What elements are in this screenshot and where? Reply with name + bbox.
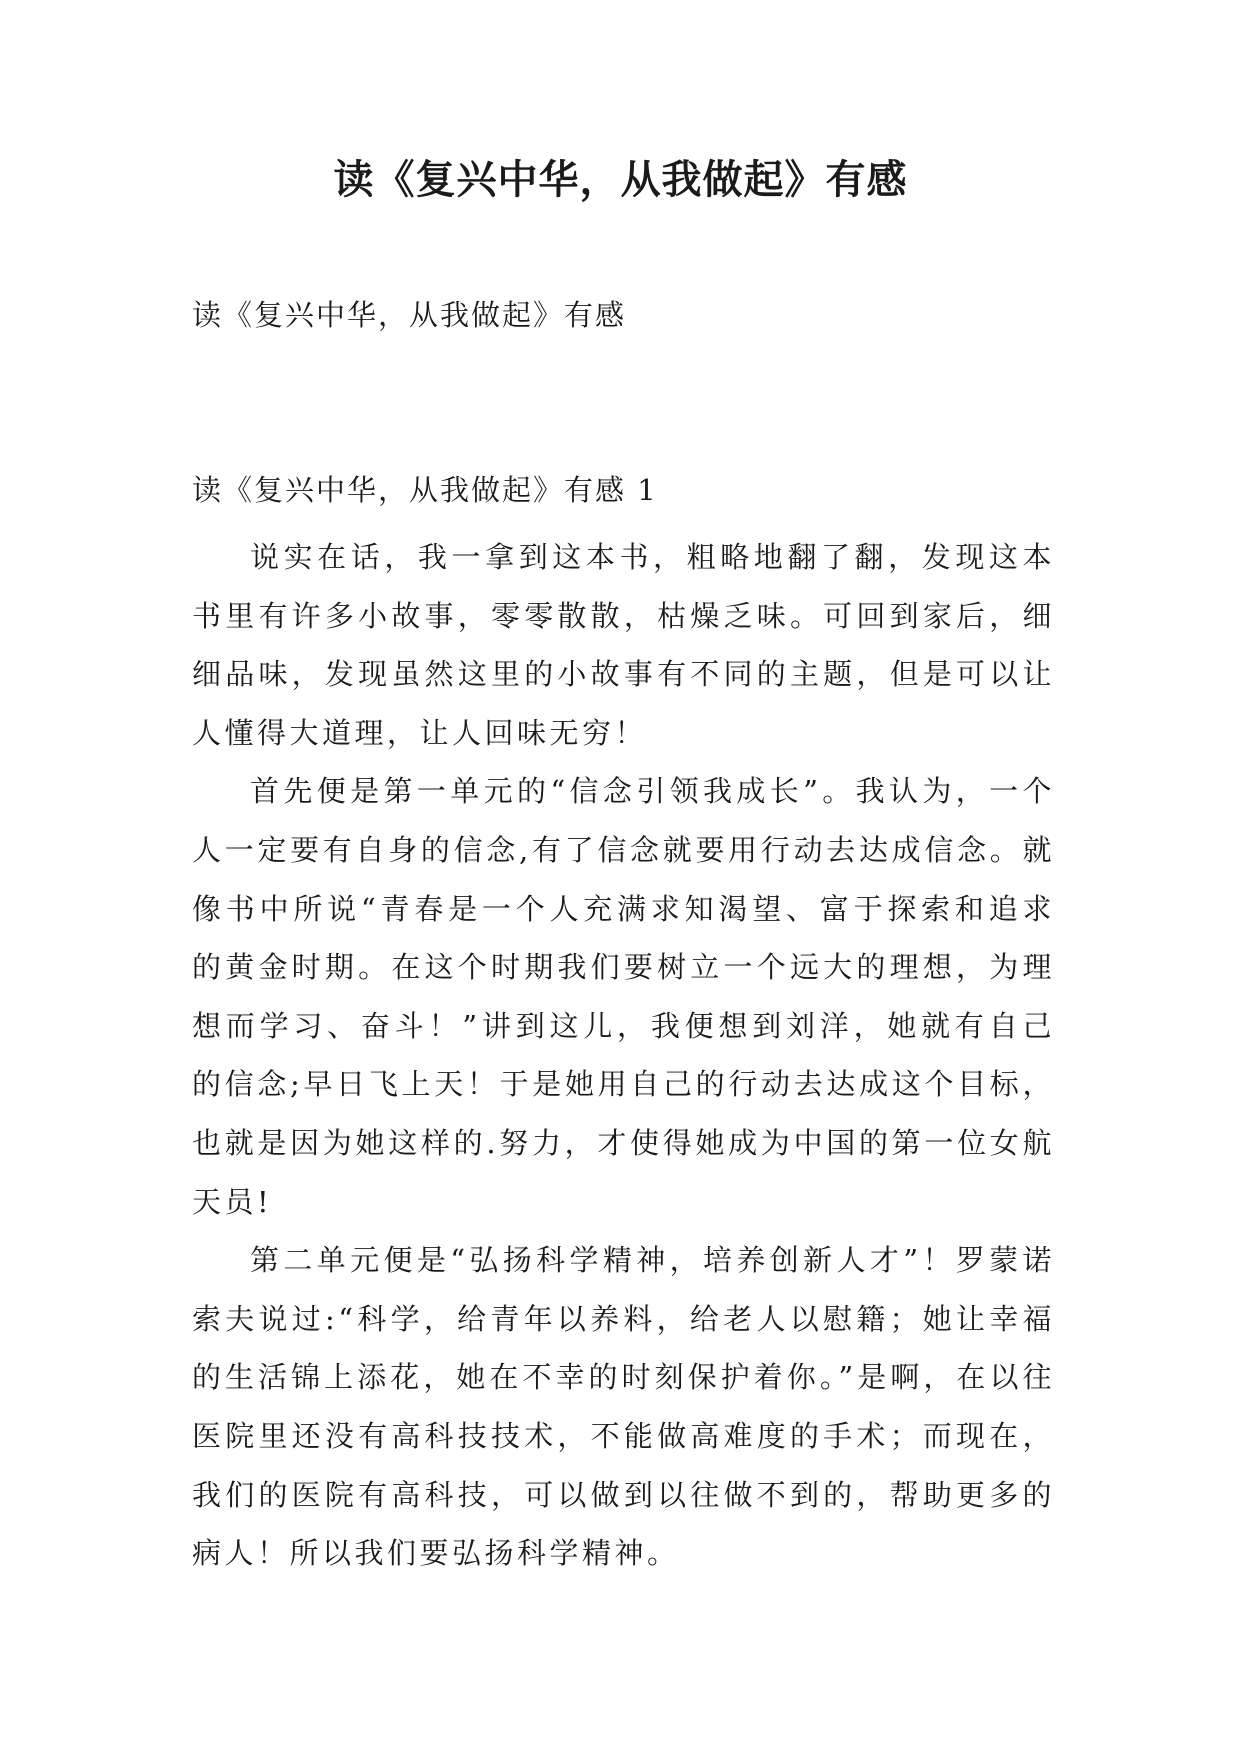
paragraph-3: 第二单元便是“弘扬科学精神，培养创新人才”！罗蒙诺索夫说过:“科学，给青年以养料，给老人以慰籍；她让幸福的生活锦上添花，她在不幸的时刻保护着你。”是啊，在以往医院里还没有高科技技术，不能做高难度的手术；而现在，我们的医院有高科技，可以做到以往做不到的，帮助更多的病人！所以我们要弘扬科学精神。 (192, 1243, 1055, 1571)
document-title: 读《复兴中华，从我做起》有感 (333, 157, 908, 203)
body-text (192, 528, 1055, 1583)
paragraph-2: 首先便是第一单元的“信念引领我成长”。我认为，一个人一定要有自身的信念,有了信念就要用行动去达成信念。就像书中所说“青春是一个人充满求知渴望、富于探索和追求的黄金时期。在这个时期我们要树立一个远大的理想，为理想而学习、奋斗！”讲到这儿，我便想到刘洋，她就有自己的信念;早日飞上天！于是她用自己的行动去达成这个目标，也就是因为她这样的.努力，才使得她成为中国的第一位女航天员! (192, 774, 1055, 1219)
section-heading: 读《复兴中华，从我做起》有感 1 (192, 473, 658, 507)
paragraph-1: 说实在话，我一拿到这本书，粗略地翻了翻，发现这本书里有许多小故事，零零散散，枯燥乏味。可回到家后，细细品味，发现虽然这里的小故事有不同的主题，但是可以让人懂得大道理，让人回味无穷！ (192, 540, 1055, 750)
document-subtitle: 读《复兴中华，从我做起》有感 (192, 298, 627, 332)
